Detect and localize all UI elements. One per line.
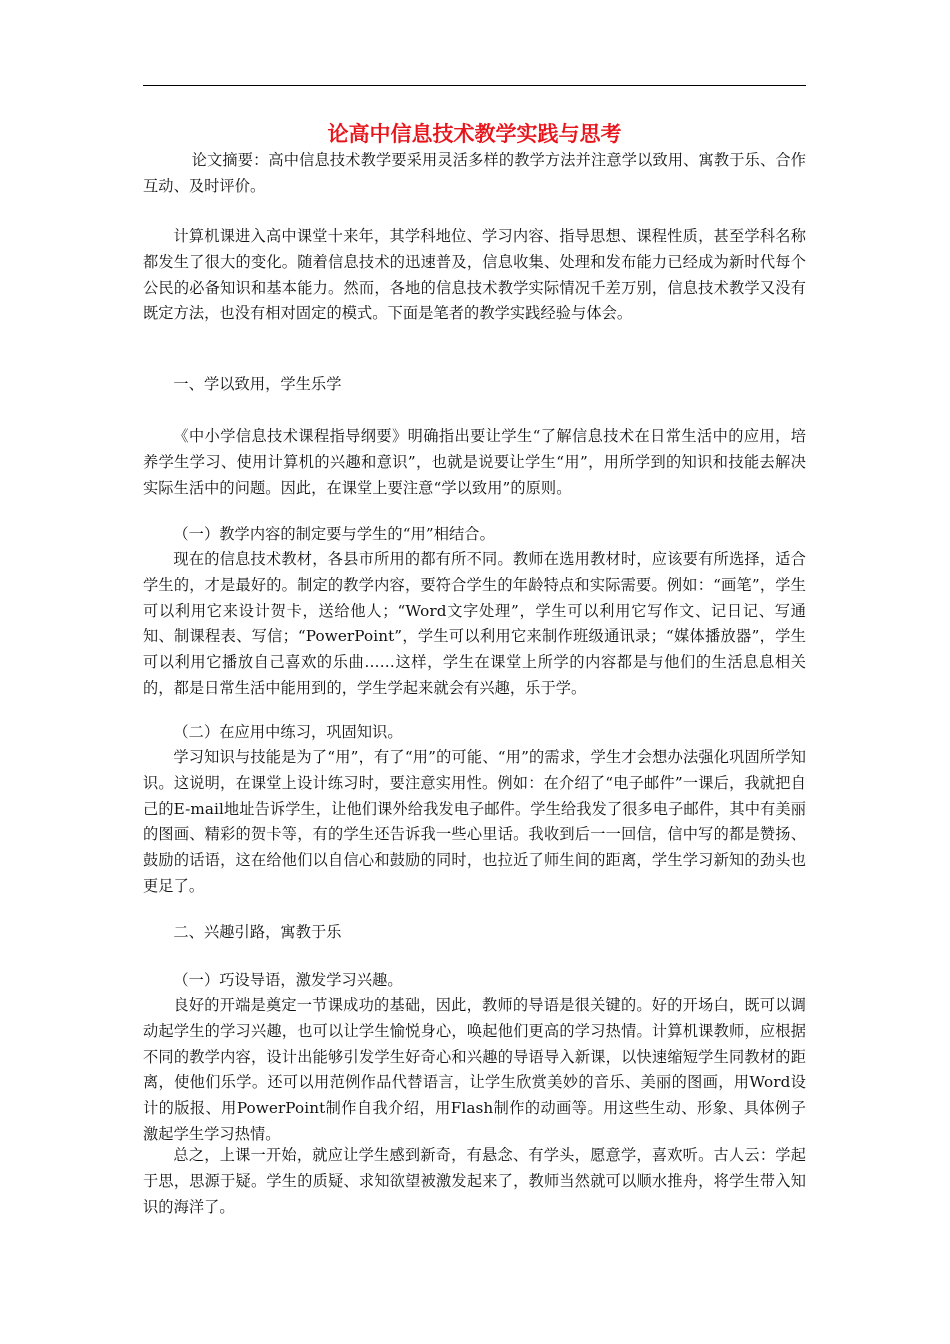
section1-sub2-body: 学习知识与技能是为了“用”，有了“用”的可能、“用”的需求，学生才会想办法强化巩固所学知识。这说明，在课堂上设计练习时，要注意实用性。例如：在介绍了“电子邮件”一课后，我就把自己的E-mail地址告诉学生，让他们课外给我发电子邮件。学生给我发了很多电子邮件，其中有美丽的图画、精彩的贺卡等，有的学生还告诉我一些心里话。我收到后一一回信，信中写的都是赞扬、鼓励的话语，这在给他们以自信心和鼓励的同时，也拉近了师生间的距离，学生学习新知的劲头也更足了。 <box>143 748 806 895</box>
section1-heading: 一、学以致用，学生乐学 <box>173 375 342 393</box>
section1-sub1-body: 现在的信息技术教材，各县市所用的都有所不同。教师在选用教材时，应该要有所选择，适合学生的，才是最好的。制定的教学内容，要符合学生的年龄特点和实际需要。例如：“画笔”，学生可以利用它来设计贺卡，送给他人；“Word文字处理”，学生可以利用它写作文、记日记、写通知、制课程表、写信；“PowerPoint”，学生可以利用它来制作班级通讯录；“媒体播放器”，学生可以利用它播放自己喜欢的乐曲……这样，学生在课堂上所学的内容都是与他们的生活息息相关的，都是日常生活中能用到的，学生学起来就会有兴趣，乐于学。 <box>143 550 806 697</box>
section1-intro-paragraph: 《中小学信息技术课程指导纲要》明确指出要让学生“了解信息技术在日常生活中的应用，培养学生学习、使用计算机的兴趣和意识”，也就是说要让学生“用”，用所学到的知识和技能去解决实际生活中的问题。因此，在课堂上要注意“学以致用”的原则。 <box>143 427 806 497</box>
section1-sub2-heading: （二）在应用中练习，巩固知识。 <box>173 723 403 741</box>
intro-paragraph: 计算机课进入高中课堂十来年，其学科地位、学习内容、指导思想、课程性质，甚至学科名称都发生了很大的变化。随着信息技术的迅速普及，信息收集、处理和发布能力已经成为新时代每个公民的必备知识和基本能力。然而，各地的信息技术教学实际情况千差万别，信息技术教学又没有既定方法，也没有相对固定的模式。下面是笔者的教学实践经验与体会。 <box>143 227 806 323</box>
section1-sub1-heading: （一）教学内容的制定要与学生的“用”相结合。 <box>173 525 495 543</box>
page-title: 论高中信息技术教学实践与思考 <box>327 122 622 146</box>
section2-summary-paragraph: 总之，上课一开始，就应让学生感到新奇，有悬念、有学头，愿意学，喜欢听。古人云：学起于思，思源于疑。学生的质疑、求知欲望被激发起来了，教师当然就可以顺水推舟，将学生带入知识的海洋了。 <box>143 1146 806 1216</box>
section2-sub1-heading: （一）巧设导语，激发学习兴趣。 <box>173 971 403 989</box>
section2-heading: 二、兴趣引路，寓教于乐 <box>173 923 342 941</box>
section2-sub1-body: 良好的开端是奠定一节课成功的基础，因此，教师的导语是很关键的。好的开场白，既可以调动起学生的学习兴趣，也可以让学生愉悦身心，唤起他们更高的学习热情。计算机课教师，应根据不同的教学内容，设计出能够引发学生好奇心和兴趣的导语导入新课，以快速缩短学生同教材的距离，使他们乐学。还可以用范例作品代替语言，让学生欣赏美妙的音乐、美丽的图画，用Word设计的版报、用PowerPoint制作自我介绍，用Flash制作的动画等。用这些生动、形象、具体例子激起学生学习热情。 <box>143 996 806 1143</box>
abstract-paragraph: 论文摘要：高中信息技术教学要采用灵活多样的教学方法并注意学以致用、寓教于乐、合作互动、及时评价。 <box>143 151 806 195</box>
header-rule <box>143 85 806 86</box>
